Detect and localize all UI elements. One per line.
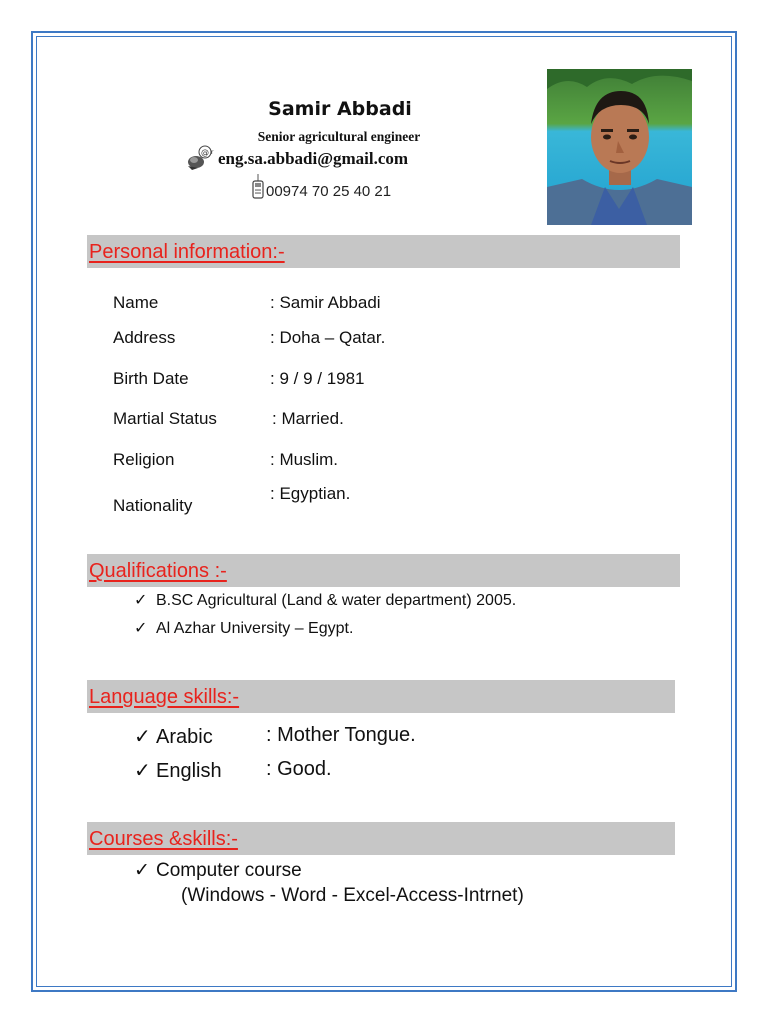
section-qualifications — [87, 554, 680, 587]
svg-text:@: @ — [201, 148, 209, 157]
info-label-name: Name — [113, 293, 159, 312]
section-title-personal: Personal information:- — [89, 241, 285, 263]
job-title: Senior agricultural engineer — [257, 129, 421, 144]
mobile-phone-icon — [249, 172, 265, 200]
qualification-text: Al Azhar University – Egypt. — [156, 620, 354, 637]
email-icon — [184, 144, 216, 172]
info-value-name: : Samir Abbadi — [270, 293, 381, 312]
language-item — [134, 758, 222, 783]
info-value-marital-status: : Married. — [272, 409, 344, 428]
qualification-item — [134, 590, 516, 610]
check-mark-icon: ✓ — [134, 592, 148, 609]
section-personal-information — [87, 235, 680, 268]
info-label-address: Address — [113, 328, 176, 347]
phone-number: 00974 70 25 40 21 — [266, 183, 392, 200]
language-item — [134, 724, 213, 749]
phone-row — [249, 172, 429, 202]
check-mark-icon: ✓ — [134, 860, 150, 881]
language-name: Arabic — [156, 726, 213, 748]
info-value-nationality: : Egyptian. — [270, 484, 351, 503]
course-title: Computer course — [156, 860, 302, 881]
info-label-marital-status: Martial Status — [113, 409, 217, 428]
candidate-name: Samir Abbadi — [268, 98, 412, 120]
section-title-languages: Language skills:- — [89, 686, 240, 708]
info-label-religion: Religion — [113, 450, 175, 469]
email-row — [184, 144, 464, 172]
svg-text:r: r — [211, 149, 214, 156]
qualification-text: B.SC Agricultural (Land & water department) 2005. — [156, 592, 517, 609]
info-value-religion: : Muslim. — [270, 450, 338, 469]
course-detail: (Windows - Word - Excel-Access-Intrnet) — [181, 885, 524, 906]
profile-photo — [547, 69, 692, 225]
info-value-birth-date: : 9 / 9 / 1981 — [270, 369, 365, 388]
qualification-item — [134, 618, 353, 638]
check-mark-icon: ✓ — [134, 760, 151, 782]
info-label-nationality: Nationality — [113, 496, 193, 515]
section-title-courses: Courses &skills:- — [89, 828, 238, 850]
check-mark-icon: ✓ — [134, 620, 148, 637]
info-label-birth-date: Birth Date — [113, 369, 189, 388]
section-language-skills — [87, 680, 675, 713]
email-address[interactable]: eng.sa.abbadi@gmail.com — [218, 149, 409, 168]
section-title-qualifications: Qualifications :- — [89, 560, 227, 582]
course-item — [134, 859, 302, 882]
info-value-address: : Doha – Qatar. — [270, 328, 386, 347]
check-mark-icon: ✓ — [134, 726, 151, 748]
section-courses-skills — [87, 822, 675, 855]
language-name: English — [156, 760, 222, 782]
language-level: : Good. — [266, 758, 332, 780]
language-level: : Mother Tongue. — [266, 724, 416, 746]
